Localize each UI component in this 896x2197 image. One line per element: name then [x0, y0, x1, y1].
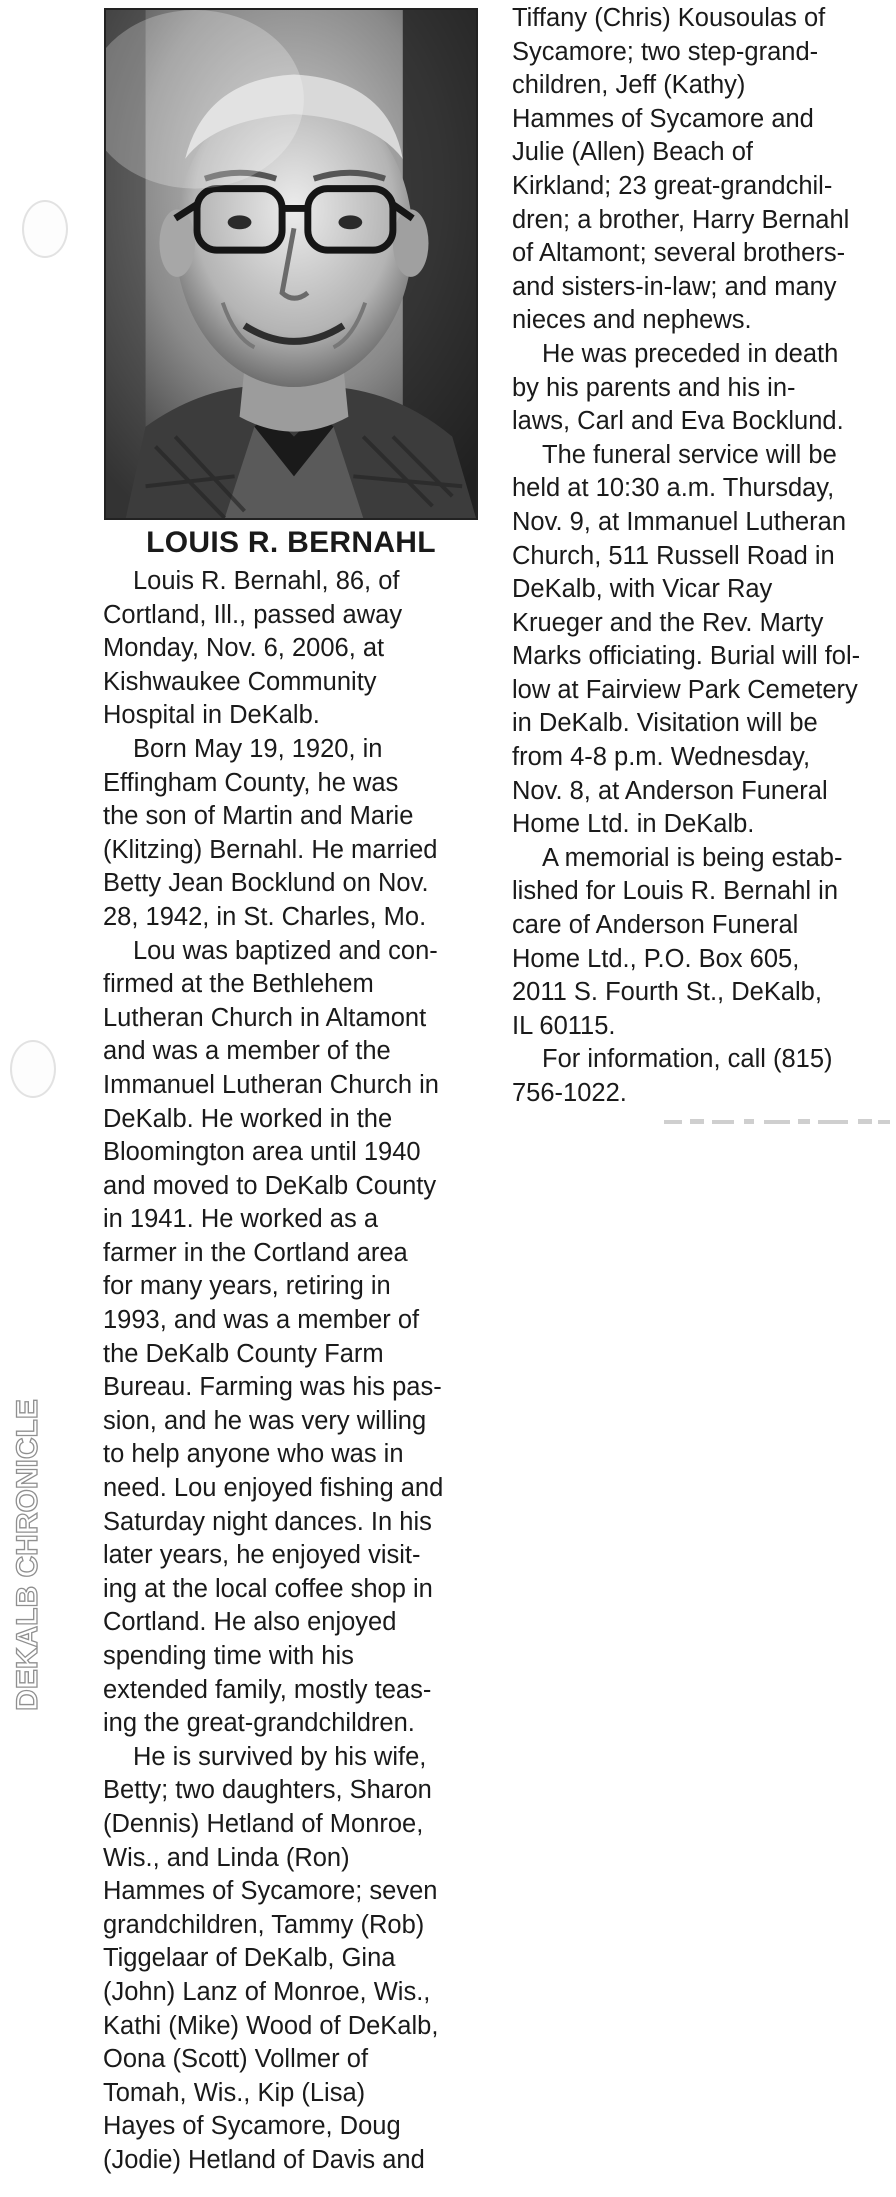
text-line: Lou was baptized and con- [133, 936, 438, 965]
text-line: extended family, mostly teas- [103, 1675, 432, 1704]
text-line: for many years, retiring in [103, 1272, 391, 1301]
left-column [103, 565, 495, 2178]
text-line: Cortland, Ill., passed away [103, 600, 403, 629]
portrait-photo [104, 8, 478, 520]
text-line: Krueger and the Rev. Marty [512, 608, 824, 637]
text-line: grandchildren, Tammy (Rob) [103, 1910, 425, 1939]
text-line: dren; a brother, Harry Bernahl [512, 205, 850, 234]
text-line: 1993, and was a member of [103, 1306, 420, 1335]
text-line: ing at the local coffee shop in [103, 1574, 433, 1603]
text-line: The funeral service will be [542, 440, 837, 469]
text-line: Kathi (Mike) Wood of DeKalb, [103, 2011, 439, 2040]
text-line: lished for Louis R. Bernahl in [512, 877, 839, 906]
text-line: Hayes of Sycamore, Doug [103, 2112, 401, 2141]
text-line: Hammes of Sycamore and [512, 104, 814, 133]
text-line: Nov. 8, at Anderson Funeral [512, 776, 828, 805]
text-line: the son of Martin and Marie [103, 802, 414, 831]
text-line: Julie (Allen) Beach of [512, 138, 753, 167]
text-line: IL 60115. [512, 1011, 616, 1040]
text-line: Bloomington area until 1940 [103, 1138, 421, 1167]
text-line: of Altamont; several brothers- [512, 239, 846, 268]
text-line: DeKalb. He worked in the [103, 1104, 393, 1133]
text-line: in DeKalb. Visitation will be [512, 709, 818, 738]
text-line: Church, 511 Russell Road in [512, 541, 835, 570]
text-line: Lutheran Church in Altamont [103, 1003, 427, 1032]
text-line: Wis., and Linda (Ron) [103, 1843, 350, 1872]
text-line: Oona (Scott) Vollmer of [103, 2045, 369, 2074]
text-line: Kirkland; 23 great-grandchil- [512, 171, 833, 200]
source-label: DEKALB CHRONICLE [11, 1399, 44, 1711]
text-line: in 1941. He worked as a [103, 1205, 378, 1234]
text-line: to help anyone who was in [103, 1440, 404, 1469]
text-line: (John) Lanz of Monroe, Wis., [103, 1977, 431, 2006]
text-line: Hammes of Sycamore; seven [103, 1877, 438, 1906]
text-line: Home Ltd. in DeKalb. [512, 810, 755, 839]
text-line: from 4-8 p.m. Wednesday, [512, 743, 811, 772]
portrait-image [106, 10, 476, 518]
text-line: held at 10:30 a.m. Thursday, [512, 474, 835, 503]
text-line: Born May 19, 1920, in [133, 734, 383, 763]
obituary-headline: LOUIS R. BERNAHL [146, 526, 436, 559]
punch-hole-middle [10, 1040, 56, 1098]
text-line: He is survived by his wife, [133, 1742, 427, 1771]
text-line: ing the great-grandchildren. [103, 1709, 415, 1738]
text-line: farmer in the Cortland area [103, 1238, 408, 1267]
text-line: Cortland. He also enjoyed [103, 1608, 397, 1637]
text-line: the DeKalb County Farm [103, 1339, 384, 1368]
text-line: (Jodie) Hetland of Davis and [103, 2145, 425, 2174]
text-line: Monday, Nov. 6, 2006, at [103, 634, 385, 663]
text-line: Betty; two daughters, Sharon [103, 1776, 432, 1805]
text-line: Kishwaukee Community [103, 667, 377, 696]
text-line: and sisters-in-law; and many [512, 272, 837, 301]
text-line: spending time with his [103, 1642, 354, 1670]
text-line: A memorial is being estab- [542, 843, 843, 872]
text-line: sion, and he was very willing [103, 1406, 427, 1435]
text-line: Tomah, Wis., Kip (Lisa) [103, 2078, 366, 2107]
text-line: by his parents and his in- [512, 373, 796, 402]
text-line: firmed at the Bethlehem [103, 970, 374, 999]
text-line: (Klitzing) Bernahl. He married [103, 835, 438, 864]
text-line: nieces and nephews. [512, 306, 752, 335]
text-line: and moved to DeKalb County [103, 1171, 437, 1200]
text-line: (Dennis) Hetland of Monroe, [103, 1809, 424, 1838]
text-line: For information, call (815) [542, 1045, 833, 1074]
text-line: Hospital in DeKalb. [103, 701, 320, 730]
text-line: and was a member of the [103, 1037, 391, 1066]
text-line: Effingham County, he was [103, 768, 399, 797]
right-column [512, 2, 896, 1111]
text-line: Immanuel Lutheran Church in [103, 1070, 439, 1099]
text-line: Louis R. Bernahl, 86, of [133, 567, 400, 595]
text-line: Marks officiating. Burial will fol- [512, 642, 861, 671]
text-line: Betty Jean Bocklund on Nov. [103, 869, 429, 898]
punch-hole-top [22, 200, 68, 258]
text-line: need. Lou enjoyed fishing and [103, 1474, 444, 1503]
text-line: 756-1022. [512, 1079, 627, 1107]
print-smudge [664, 1116, 894, 1128]
text-line: later years, he enjoyed visit- [103, 1541, 421, 1570]
text-line: Tiffany (Chris) Kousoulas of [512, 4, 826, 32]
text-line: laws, Carl and Eva Bocklund. [512, 407, 844, 436]
text-line: 28, 1942, in St. Charles, Mo. [103, 902, 427, 931]
text-line: Bureau. Farming was his pas- [103, 1373, 442, 1402]
text-line: Saturday night dances. In his [103, 1507, 432, 1536]
text-line: DeKalb, with Vicar Ray [512, 575, 773, 604]
text-line: 2011 S. Fourth St., DeKalb, [512, 978, 822, 1007]
text-line: He was preceded in death [542, 339, 839, 368]
text-line: Nov. 9, at Immanuel Lutheran [512, 507, 847, 536]
text-line: Tiggelaar of DeKalb, Gina [103, 1944, 396, 1973]
text-line: children, Jeff (Kathy) [512, 71, 746, 100]
text-line: care of Anderson Funeral [512, 911, 799, 940]
text-line: low at Fairview Park Cemetery [512, 675, 858, 704]
text-line: Sycamore; two step-grand- [512, 37, 819, 66]
text-line: Home Ltd., P.O. Box 605, [512, 944, 800, 973]
